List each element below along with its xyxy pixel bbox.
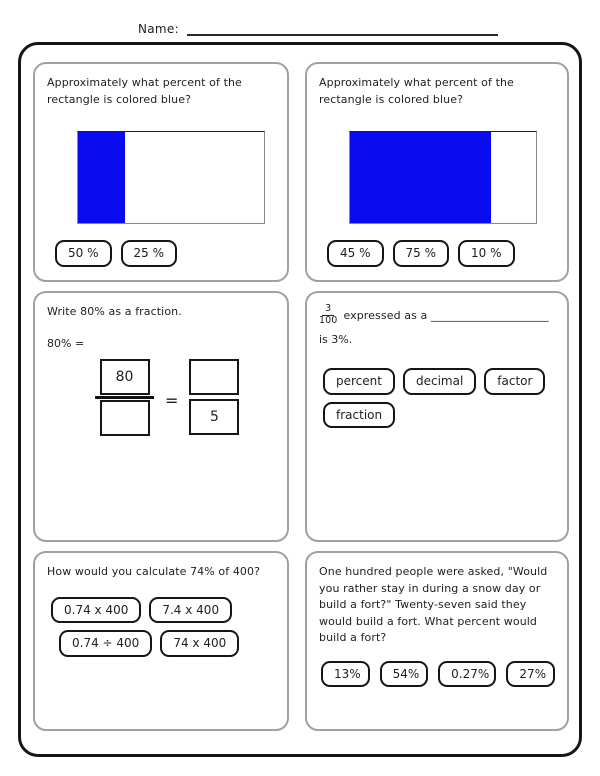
question-text: How would you calculate 74% of 400? bbox=[47, 565, 261, 578]
answers-row-2 bbox=[59, 630, 275, 657]
answers-row-1 bbox=[323, 368, 555, 395]
worksheet-sheet bbox=[18, 42, 582, 757]
answer-chip[interactable]: factor bbox=[484, 368, 545, 395]
panel-q3-fraction bbox=[33, 291, 289, 542]
blue-fill bbox=[78, 132, 125, 223]
fraction-right bbox=[189, 359, 239, 435]
percent-rectangle bbox=[77, 131, 265, 224]
answer-chip[interactable]: 25 % bbox=[121, 240, 178, 267]
panel-q5-calculate bbox=[33, 551, 289, 731]
name-input-line[interactable] bbox=[187, 22, 498, 36]
fraction-bar bbox=[95, 396, 154, 399]
equation-label: 80% = bbox=[47, 336, 85, 350]
answer-chip[interactable]: 27% bbox=[506, 661, 555, 688]
answer-chip[interactable]: 10 % bbox=[458, 240, 515, 267]
answer-chip[interactable]: 0.74 x 400 bbox=[51, 597, 141, 624]
panel-q6-word-problem bbox=[305, 551, 569, 731]
answer-chip[interactable]: 54% bbox=[380, 661, 429, 688]
equals-sign: = bbox=[165, 390, 179, 410]
answer-chip[interactable]: 13% bbox=[321, 661, 370, 688]
answer-chip[interactable]: 7.4 x 400 bbox=[149, 597, 232, 624]
question-text: Write 80% as a fraction. bbox=[47, 305, 182, 318]
mini-fraction-denominator: 100 bbox=[319, 314, 338, 326]
question-text: Approximately what percent of the rectangle is colored blue? bbox=[319, 76, 514, 106]
answer-chip[interactable]: 0.74 ÷ 400 bbox=[59, 630, 152, 657]
answers-row-2 bbox=[323, 402, 555, 429]
answer-chip[interactable]: 74 x 400 bbox=[160, 630, 239, 657]
question-text: expressed as a _____________________ bbox=[343, 308, 549, 322]
answer-chip[interactable]: decimal bbox=[403, 368, 476, 395]
answers-row bbox=[321, 661, 555, 688]
denominator-box-filled: 5 bbox=[189, 399, 239, 435]
answers-row-1 bbox=[51, 597, 275, 624]
denominator-box-blank[interactable] bbox=[100, 400, 150, 436]
question-line1 bbox=[319, 304, 555, 327]
panel-q2-percent-rectangle bbox=[305, 62, 569, 282]
panel-q1-percent-rectangle bbox=[33, 62, 289, 282]
percent-rectangle bbox=[349, 131, 537, 224]
panel-q4-expressed-as bbox=[305, 291, 569, 542]
question-line2: is 3%. bbox=[319, 332, 353, 346]
mini-fraction bbox=[319, 304, 337, 327]
mini-fraction-numerator: 3 bbox=[322, 304, 334, 316]
name-label: Name: bbox=[138, 22, 179, 36]
fraction-equation bbox=[95, 359, 275, 436]
answer-chip[interactable]: percent bbox=[323, 368, 395, 395]
name-header bbox=[138, 20, 498, 36]
question-text: Approximately what percent of the rectangle is colored blue? bbox=[47, 76, 242, 106]
numerator-box-blank[interactable] bbox=[189, 359, 239, 395]
answer-chip[interactable]: 0.27% bbox=[438, 661, 496, 688]
answer-chip[interactable]: fraction bbox=[323, 402, 395, 429]
question-text: One hundred people were asked, "Would you rather stay in during a snow day or build a fort?" Twenty-seven said they would build a fort. What percent would build a fort? bbox=[319, 565, 548, 644]
answer-chip[interactable]: 45 % bbox=[327, 240, 384, 267]
answer-chip[interactable]: 75 % bbox=[393, 240, 450, 267]
numerator-box-filled: 80 bbox=[100, 359, 150, 395]
blue-fill bbox=[350, 132, 491, 223]
fraction-left bbox=[95, 359, 154, 436]
answer-chip[interactable]: 50 % bbox=[55, 240, 112, 267]
